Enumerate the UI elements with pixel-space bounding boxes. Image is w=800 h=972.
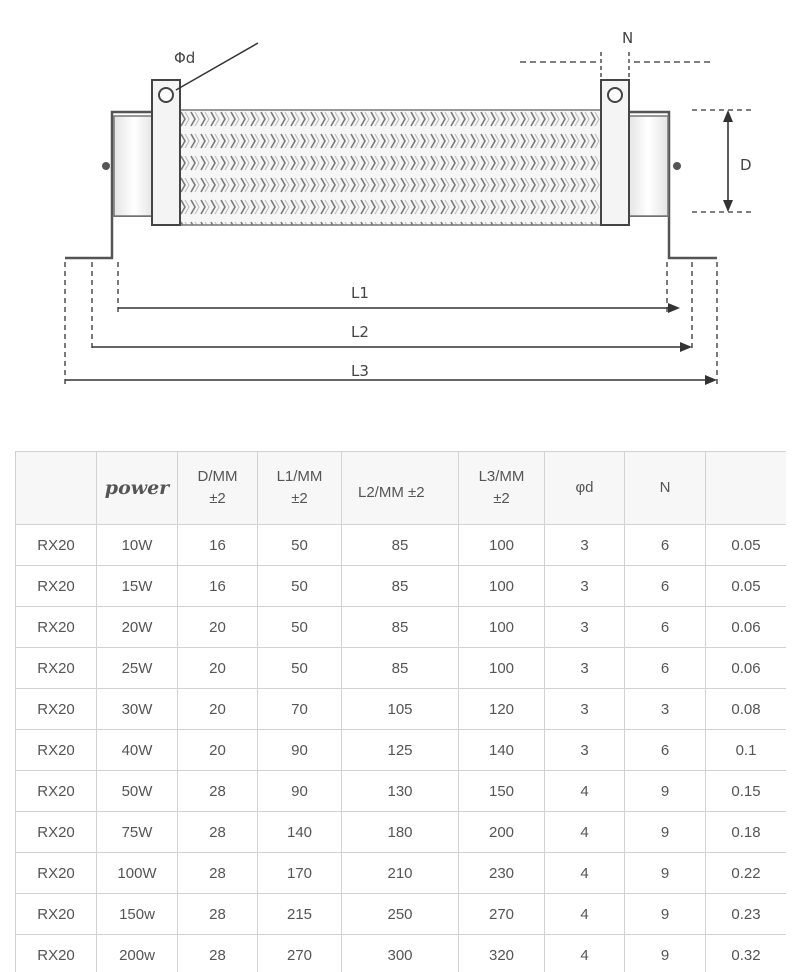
- table-cell: RX20: [16, 935, 97, 972]
- table-cell: RX20: [16, 812, 97, 853]
- header-l2: [342, 452, 459, 525]
- table-cell: 105: [342, 689, 459, 730]
- table-cell: 85: [342, 525, 459, 566]
- table-cell: 0.06: [706, 607, 787, 648]
- table-cell: 9: [625, 935, 706, 972]
- table-cell: 20W: [97, 607, 178, 648]
- header-l3: [459, 452, 545, 525]
- table-cell: 90: [258, 730, 342, 771]
- table-cell: 4: [545, 853, 625, 894]
- table-cell: 50: [258, 648, 342, 689]
- table-row: [16, 771, 787, 812]
- spec-table-container: [15, 451, 786, 972]
- table-cell: 210: [342, 853, 459, 894]
- table-cell: 130: [342, 771, 459, 812]
- table-cell: 15W: [97, 566, 178, 607]
- header-l1-line1: L1/MM: [276, 468, 323, 485]
- table-row: [16, 525, 787, 566]
- table-cell: RX20: [16, 689, 97, 730]
- table-cell: 100: [459, 525, 545, 566]
- table-cell: 9: [625, 853, 706, 894]
- table-cell: 100: [459, 566, 545, 607]
- l3-label: L3: [351, 362, 369, 380]
- table-cell: 140: [459, 730, 545, 771]
- table-cell: 6: [625, 566, 706, 607]
- header-power-line1: power: [104, 477, 170, 499]
- table-cell: 20: [178, 730, 258, 771]
- header-n-line1: N: [659, 479, 671, 496]
- table-cell: 85: [342, 648, 459, 689]
- phi-d-callout: [174, 43, 258, 90]
- header-l1: [258, 452, 342, 525]
- table-cell: 200: [459, 812, 545, 853]
- table-cell: 50: [258, 607, 342, 648]
- table-row: [16, 853, 787, 894]
- table-cell: 28: [178, 812, 258, 853]
- table-cell: 4: [545, 935, 625, 972]
- table-cell: 3: [545, 525, 625, 566]
- table-cell: RX20: [16, 607, 97, 648]
- table-cell: 4: [545, 894, 625, 935]
- table-row: [16, 607, 787, 648]
- header-l3-line2: ±2: [493, 490, 510, 507]
- header-phi-d-line1: φd: [575, 479, 594, 496]
- table-row: [16, 566, 787, 607]
- table-row: [16, 689, 787, 730]
- header-l2-line1: L2/MM ±2: [358, 484, 425, 501]
- table-cell: 170: [258, 853, 342, 894]
- table-cell: 120: [459, 689, 545, 730]
- table-cell: 6: [625, 648, 706, 689]
- table-cell: 3: [545, 566, 625, 607]
- table-cell: 3: [545, 607, 625, 648]
- table-cell: 85: [342, 566, 459, 607]
- table-cell: 40W: [97, 730, 178, 771]
- n-dimension: [520, 29, 712, 80]
- table-cell: 25W: [97, 648, 178, 689]
- table-cell: 10W: [97, 525, 178, 566]
- table-cell: 50W: [97, 771, 178, 812]
- table-body: [16, 525, 787, 972]
- table-cell: 3: [625, 689, 706, 730]
- table-cell: 150: [459, 771, 545, 812]
- d-dimension: [692, 110, 752, 212]
- table-cell: 0.1: [706, 730, 787, 771]
- table-cell: RX20: [16, 771, 97, 812]
- table-cell: RX20: [16, 853, 97, 894]
- table-cell: 30W: [97, 689, 178, 730]
- table-cell: 300: [342, 935, 459, 972]
- table-cell: 215: [258, 894, 342, 935]
- table-cell: 320: [459, 935, 545, 972]
- table-cell: 100: [459, 607, 545, 648]
- table-row: [16, 730, 787, 771]
- table-header-row: [16, 452, 787, 525]
- table-cell: 6: [625, 607, 706, 648]
- table-cell: 28: [178, 935, 258, 972]
- table-cell: 3: [545, 648, 625, 689]
- table-cell: 20: [178, 689, 258, 730]
- resistor-dimension-diagram: [0, 0, 800, 420]
- d-label: D: [740, 156, 752, 174]
- table-cell: 0.08: [706, 689, 787, 730]
- table-cell: 125: [342, 730, 459, 771]
- header-l3-line1: L3/MM: [478, 468, 525, 485]
- table-cell: RX20: [16, 648, 97, 689]
- table-cell: 28: [178, 894, 258, 935]
- table-cell: RX20: [16, 566, 97, 607]
- phi-d-label: Φd: [174, 49, 196, 67]
- table-cell: 100W: [97, 853, 178, 894]
- table-cell: 70: [258, 689, 342, 730]
- table-cell: 9: [625, 812, 706, 853]
- table-cell: 3: [545, 689, 625, 730]
- wire-coil-body: [178, 110, 603, 225]
- table-cell: 50: [258, 525, 342, 566]
- table-cell: 6: [625, 730, 706, 771]
- table-cell: 230: [459, 853, 545, 894]
- l1-label: L1: [351, 284, 369, 302]
- header-blank: [16, 452, 97, 525]
- table-cell: 0.05: [706, 525, 787, 566]
- table-cell: 6: [625, 525, 706, 566]
- table-cell: 50: [258, 566, 342, 607]
- table-cell: 85: [342, 607, 459, 648]
- header-l1-line2: ±2: [291, 490, 308, 507]
- table-cell: 9: [625, 894, 706, 935]
- spec-table: [15, 451, 786, 972]
- table-cell: 90: [258, 771, 342, 812]
- resistor-drawing: [0, 0, 800, 420]
- header-d: [178, 452, 258, 525]
- table-cell: 3: [545, 730, 625, 771]
- table-cell: 150w: [97, 894, 178, 935]
- header-n: [625, 452, 706, 525]
- table-cell: 16: [178, 566, 258, 607]
- n-label: N: [622, 29, 634, 47]
- table-row: [16, 648, 787, 689]
- table-cell: 16: [178, 525, 258, 566]
- table-cell: 270: [258, 935, 342, 972]
- header-power: [97, 452, 178, 525]
- l2-label: L2: [351, 323, 369, 341]
- table-cell: 0.06: [706, 648, 787, 689]
- table-cell: 0.18: [706, 812, 787, 853]
- table-cell: 0.22: [706, 853, 787, 894]
- table-cell: 100: [459, 648, 545, 689]
- table-cell: 180: [342, 812, 459, 853]
- table-cell: 28: [178, 771, 258, 812]
- table-cell: RX20: [16, 894, 97, 935]
- table-row: [16, 812, 787, 853]
- header-d-line1: D/MM: [197, 468, 238, 485]
- table-cell: RX20: [16, 730, 97, 771]
- table-cell: 75W: [97, 812, 178, 853]
- header-phi-d: [545, 452, 625, 525]
- table-cell: 0.15: [706, 771, 787, 812]
- header-d-line2: ±2: [209, 490, 226, 507]
- table-cell: 0.32: [706, 935, 787, 972]
- header-weight: [706, 452, 787, 525]
- table-cell: 20: [178, 648, 258, 689]
- table-cell: 4: [545, 812, 625, 853]
- table-cell: 0.23: [706, 894, 787, 935]
- length-dimensions: [65, 262, 717, 385]
- table-cell: 0.05: [706, 566, 787, 607]
- table-cell: 200w: [97, 935, 178, 972]
- table-cell: 28: [178, 853, 258, 894]
- table-cell: 140: [258, 812, 342, 853]
- table-cell: 9: [625, 771, 706, 812]
- table-cell: 250: [342, 894, 459, 935]
- table-cell: 20: [178, 607, 258, 648]
- table-cell: 270: [459, 894, 545, 935]
- table-cell: 4: [545, 771, 625, 812]
- table-row: [16, 935, 787, 972]
- table-row: [16, 894, 787, 935]
- table-cell: RX20: [16, 525, 97, 566]
